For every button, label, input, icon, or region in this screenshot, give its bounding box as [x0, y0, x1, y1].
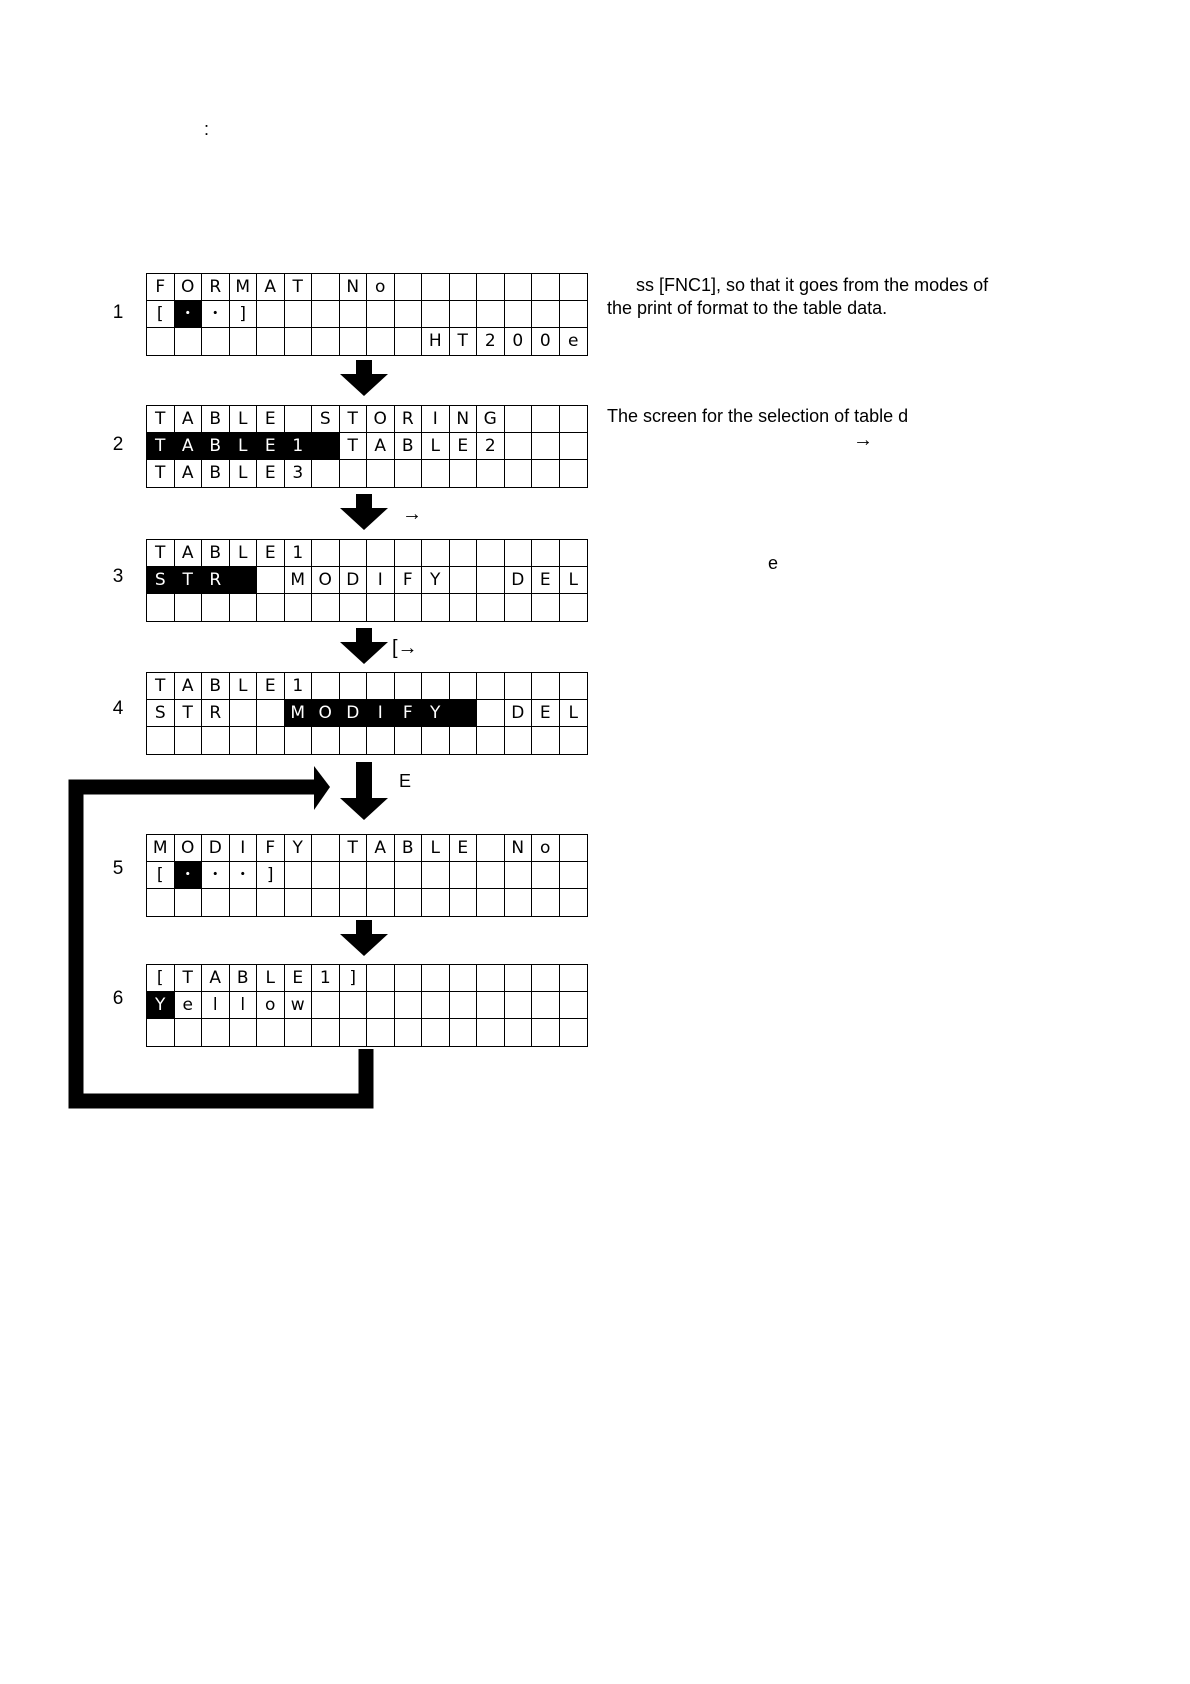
arrow-label-4-5: E [399, 771, 412, 791]
lcd-cell: 2 [477, 433, 505, 460]
lcd-cell: ] [230, 301, 258, 328]
lcd-cell: T [147, 433, 175, 460]
lcd-cell: F [395, 567, 423, 594]
lcd-cell: B [202, 460, 230, 487]
lcd-cell: F [395, 700, 423, 727]
lcd-cell: A [175, 460, 203, 487]
lcd-cell: A [175, 406, 203, 433]
lcd-cell: O [367, 406, 395, 433]
lcd-cell: D [505, 567, 533, 594]
lcd-cell: I [230, 835, 258, 862]
lcd-cell: L [230, 406, 258, 433]
lcd-cell: H [422, 328, 450, 355]
lcd-cell: 1 [285, 540, 313, 567]
lcd-cell: ・ [230, 862, 258, 889]
lcd-cell: D [505, 700, 533, 727]
lcd-cell: R [202, 567, 230, 594]
lcd-cell: l [230, 992, 258, 1019]
arrow-label-3-4: [→ [392, 637, 418, 659]
lcd-cell: L [560, 700, 588, 727]
lcd-cell: T [175, 700, 203, 727]
lcd-cell: L [230, 673, 258, 700]
note-step-1-line-1: ss [FNC1], so that it goes from the modes of [636, 275, 989, 295]
lcd-cell: M [147, 835, 175, 862]
lcd-cell: B [202, 673, 230, 700]
note-step-2-line-1: The screen for the selection of table d [607, 406, 909, 426]
lcd-cell: A [257, 274, 285, 301]
lcd-cell: B [230, 965, 258, 992]
lcd-cell: [ [147, 965, 175, 992]
lcd-cell: e [568, 331, 579, 351]
lcd-cell: 0 [532, 328, 560, 355]
lcd-cell: N [340, 274, 368, 301]
lcd-cell: L [230, 540, 258, 567]
lcd-cell: L [257, 965, 285, 992]
step-number-4: 4 [112, 698, 124, 719]
lcd-cell: O [312, 567, 340, 594]
lcd-cell: o [257, 992, 285, 1019]
lcd-cell: E [532, 700, 560, 727]
lcd-cell: 0 [505, 328, 533, 355]
lcd-cell: A [175, 673, 203, 700]
lcd-cell: E [450, 433, 478, 460]
lcd-cell: B [395, 433, 423, 460]
lcd-cell: O [312, 700, 340, 727]
lcd-cell: T [450, 328, 478, 355]
lcd-cell: E [257, 540, 285, 567]
lcd-cell: S [312, 406, 340, 433]
lcd-cell: E [257, 673, 285, 700]
lcd-cell: T [147, 460, 175, 487]
lcd-cell: A [202, 965, 230, 992]
lcd-cell: l [202, 992, 230, 1019]
lcd-cell: M [285, 700, 313, 727]
lcd-cell: E [285, 965, 313, 992]
step-number-5: 5 [112, 858, 124, 879]
lcd-cell: M [230, 274, 258, 301]
lcd-cell: I [367, 700, 395, 727]
lcd-cell: T [147, 540, 175, 567]
lcd-cell: F [147, 274, 175, 301]
lcd-cell: S [147, 567, 175, 594]
lcd-cell: E [532, 567, 560, 594]
note-step-2-arrow: → [853, 429, 873, 451]
lcd-cell: T [285, 274, 313, 301]
lcd-cell: 1 [285, 673, 313, 700]
lcd-cell: O [175, 835, 203, 862]
lcd-cell: I [367, 567, 395, 594]
lcd-cell: T [340, 433, 368, 460]
lcd-cell: [ [147, 862, 175, 889]
lcd-cell: B [202, 406, 230, 433]
lcd-cell: E [257, 433, 285, 460]
lcd-cell: G [477, 406, 505, 433]
lcd-cell: ] [257, 862, 285, 889]
lcd-cell: A [175, 433, 203, 460]
lcd-cell: B [202, 540, 230, 567]
lcd-cell: M [285, 567, 313, 594]
lcd-cell: E [257, 406, 285, 433]
lcd-cell: E [450, 835, 478, 862]
lcd-cell: T [175, 567, 203, 594]
step-number-3: 3 [112, 566, 124, 587]
lcd-cell: o [367, 274, 395, 301]
lcd-cell: D [202, 835, 230, 862]
lcd-cell: D [340, 567, 368, 594]
lcd-cell: 3 [285, 460, 313, 487]
lcd-cell: o [532, 835, 560, 862]
lcd-cell: T [147, 406, 175, 433]
lcd-cell: I [422, 406, 450, 433]
note-step-1-line-2: the print of format to the table data. [607, 298, 888, 318]
lcd-cell: N [505, 835, 533, 862]
lcd-cell: T [340, 406, 368, 433]
lcd-cell: L [422, 835, 450, 862]
lcd-cell: T [175, 965, 203, 992]
lcd-cell: ・ [175, 301, 203, 328]
lcd-cell: ・ [202, 862, 230, 889]
step-number-6: 6 [112, 988, 124, 1009]
lcd-cell: L [230, 460, 258, 487]
lcd-cell: B [202, 433, 230, 460]
lcd-cell: L [230, 433, 258, 460]
lcd-cell: O [175, 274, 203, 301]
lcd-cell: Y [285, 835, 313, 862]
lcd-cell: ] [340, 965, 368, 992]
step-number-1: 1 [112, 302, 124, 323]
lcd-cell: D [340, 700, 368, 727]
step-number-2: 2 [112, 434, 124, 455]
lcd-cell: L [422, 433, 450, 460]
lcd-cell: B [395, 835, 423, 862]
lcd-cell: e [175, 992, 203, 1019]
lcd-cell: R [395, 406, 423, 433]
lcd-cell: S [147, 700, 175, 727]
note-step-3-line-1: e [768, 553, 779, 573]
lcd-cell: R [202, 274, 230, 301]
lcd-cell: ・ [175, 862, 203, 889]
lcd-cell: Y [422, 567, 450, 594]
lcd-cell: F [257, 835, 285, 862]
lcd-cell: A [367, 433, 395, 460]
lcd-cell: ・ [202, 301, 230, 328]
lcd-cell: T [340, 835, 368, 862]
lcd-cell: 2 [477, 328, 505, 355]
lcd-cell: 1 [285, 433, 313, 460]
lcd-cell: [ [147, 301, 175, 328]
lcd-cell: A [175, 540, 203, 567]
lcd-cell: Y [147, 992, 175, 1019]
lcd-cell: T [147, 673, 175, 700]
lcd-cell: N [450, 406, 478, 433]
header-colon: : [204, 119, 210, 139]
lcd-cell: Y [422, 700, 450, 727]
lcd-cell: R [202, 700, 230, 727]
lcd-cell: w [285, 992, 313, 1019]
lcd-cell: E [257, 460, 285, 487]
arrow-label-2-3: → [402, 503, 422, 525]
lcd-cell: A [367, 835, 395, 862]
lcd-cell: L [560, 567, 588, 594]
lcd-cell: 1 [312, 965, 340, 992]
